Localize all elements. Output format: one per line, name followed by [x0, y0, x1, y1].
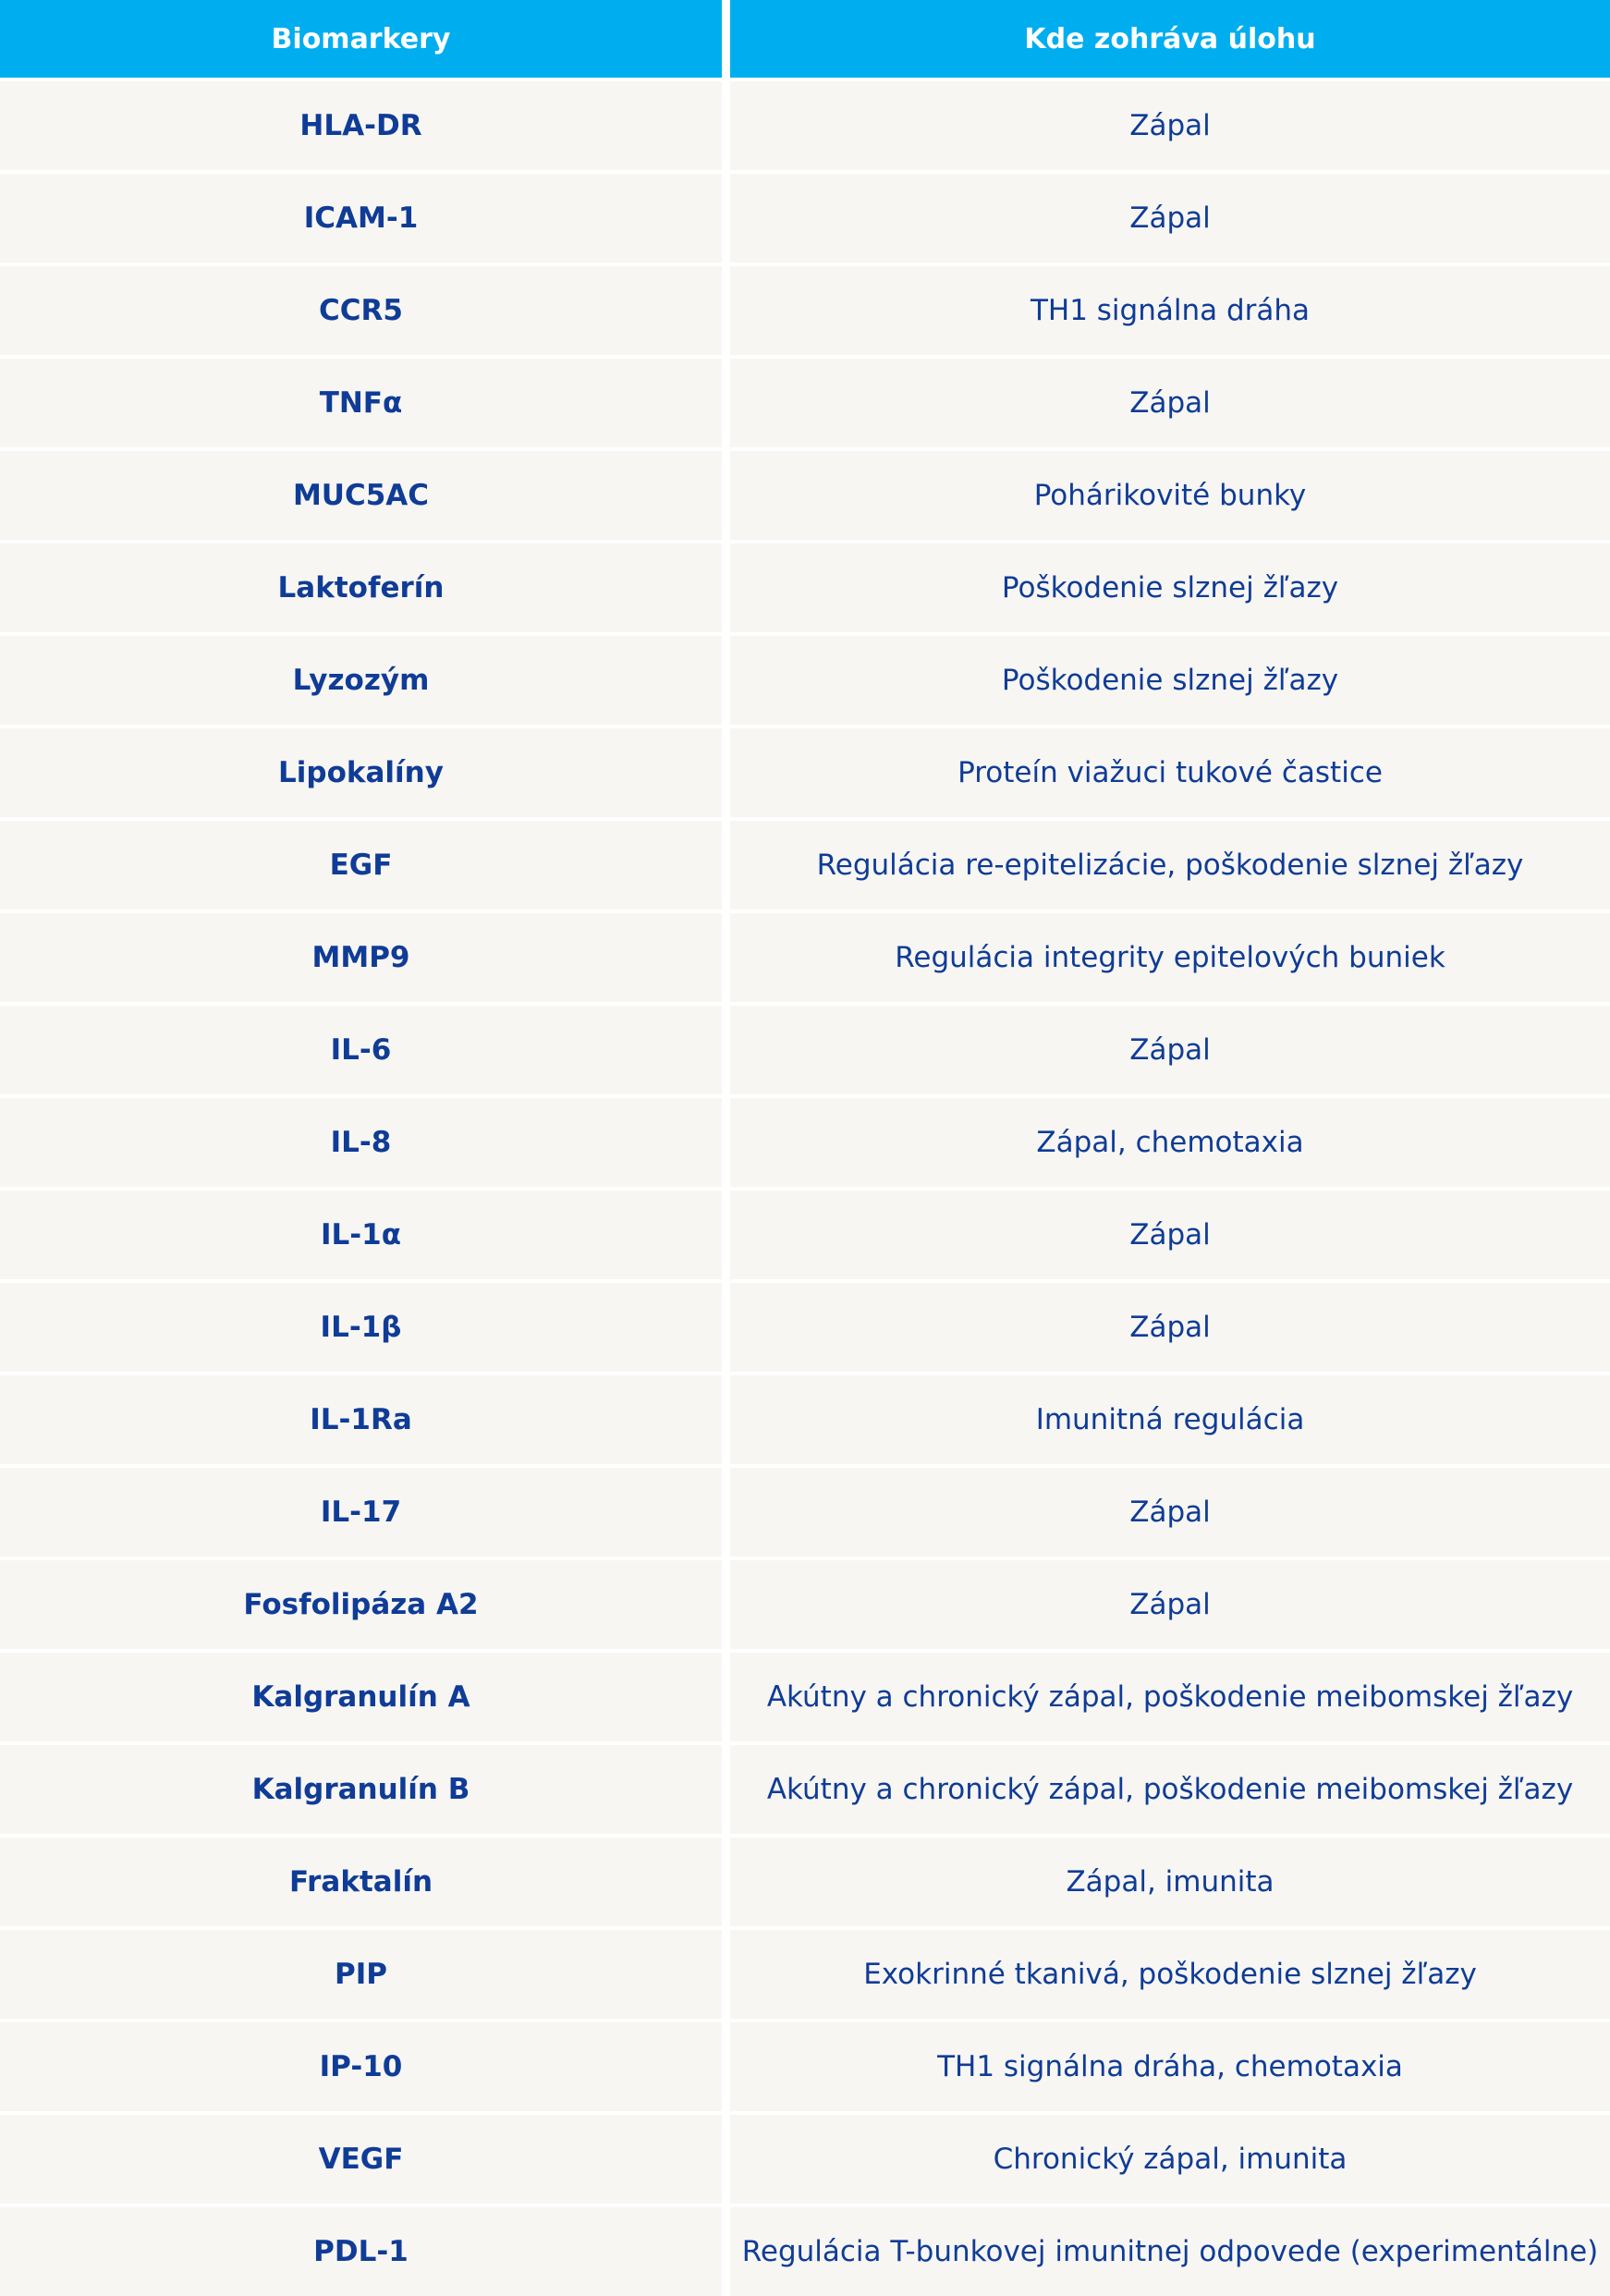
biomarker-role: Zápal	[730, 1468, 1610, 1557]
biomarker-role: Zápal, chemotaxia	[730, 1098, 1610, 1187]
biomarker-name: HLA-DR	[0, 81, 722, 170]
biomarker-name: CCR5	[0, 266, 722, 355]
biomarker-name: IL-8	[0, 1098, 722, 1187]
biomarker-role: Regulácia re-epitelizácie, poškodenie slznej žľazy	[730, 821, 1610, 910]
biomarker-role: Imunitná regulácia	[730, 1375, 1610, 1464]
biomarker-role: Zápal	[730, 1191, 1610, 1279]
biomarker-name: VEGF	[0, 2115, 722, 2204]
biomarker-role: Poškodenie slznej žľazy	[730, 543, 1610, 632]
biomarker-name: MMP9	[0, 913, 722, 1002]
biomarker-role: Zápal	[730, 359, 1610, 447]
biomarker-name: PDL-1	[0, 2207, 722, 2296]
biomarker-role: Akútny a chronický zápal, poškodenie meibomskej žľazy	[730, 1653, 1610, 1741]
biomarker-role: Poškodenie slznej žľazy	[730, 636, 1610, 725]
biomarker-name: IL-1β	[0, 1283, 722, 1372]
biomarker-name: Lipokalíny	[0, 728, 722, 817]
biomarker-role: Zápal	[730, 174, 1610, 263]
biomarker-role: Zápal	[730, 81, 1610, 170]
biomarker-role: Zápal	[730, 1006, 1610, 1094]
biomarker-name: IL-1α	[0, 1191, 722, 1279]
biomarker-name: Kalgranulín A	[0, 1653, 722, 1741]
biomarker-name: IP-10	[0, 2022, 722, 2111]
header-biomarkers: Biomarkery	[0, 0, 722, 78]
biomarker-name: MUC5AC	[0, 451, 722, 540]
biomarker-name: EGF	[0, 821, 722, 910]
biomarker-name: IL-1Ra	[0, 1375, 722, 1464]
biomarker-name: TNFα	[0, 359, 722, 447]
biomarker-name: Fosfolipáza A2	[0, 1560, 722, 1649]
biomarker-role: Regulácia T-bunkovej imunitnej odpovede (experimentálne)	[730, 2207, 1610, 2296]
biomarker-name: Fraktalín	[0, 1838, 722, 1926]
biomarker-name: ICAM-1	[0, 174, 722, 263]
biomarker-role: Pohárikovité bunky	[730, 451, 1610, 540]
biomarker-name: IL-6	[0, 1006, 722, 1094]
biomarker-role: Exokrinné tkanivá, poškodenie slznej žľazy	[730, 1930, 1610, 2019]
biomarker-name: IL-17	[0, 1468, 722, 1557]
biomarker-name: Laktoferín	[0, 543, 722, 632]
biomarker-role: Chronický zápal, imunita	[730, 2115, 1610, 2204]
biomarker-role: Zápal	[730, 1283, 1610, 1372]
biomarker-role: Zápal, imunita	[730, 1838, 1610, 1926]
biomarker-role: TH1 signálna dráha	[730, 266, 1610, 355]
biomarker-role: Proteín viažuci tukové častice	[730, 728, 1610, 817]
biomarker-role: Zápal	[730, 1560, 1610, 1649]
biomarker-role: TH1 signálna dráha, chemotaxia	[730, 2022, 1610, 2111]
biomarker-name: Kalgranulín B	[0, 1745, 722, 1834]
biomarker-name: PIP	[0, 1930, 722, 2019]
biomarker-name: Lyzozým	[0, 636, 722, 725]
biomarker-role: Akútny a chronický zápal, poškodenie meibomskej žľazy	[730, 1745, 1610, 1834]
header-role: Kde zohráva úlohu	[730, 0, 1610, 78]
biomarker-role: Regulácia integrity epitelových buniek	[730, 913, 1610, 1002]
